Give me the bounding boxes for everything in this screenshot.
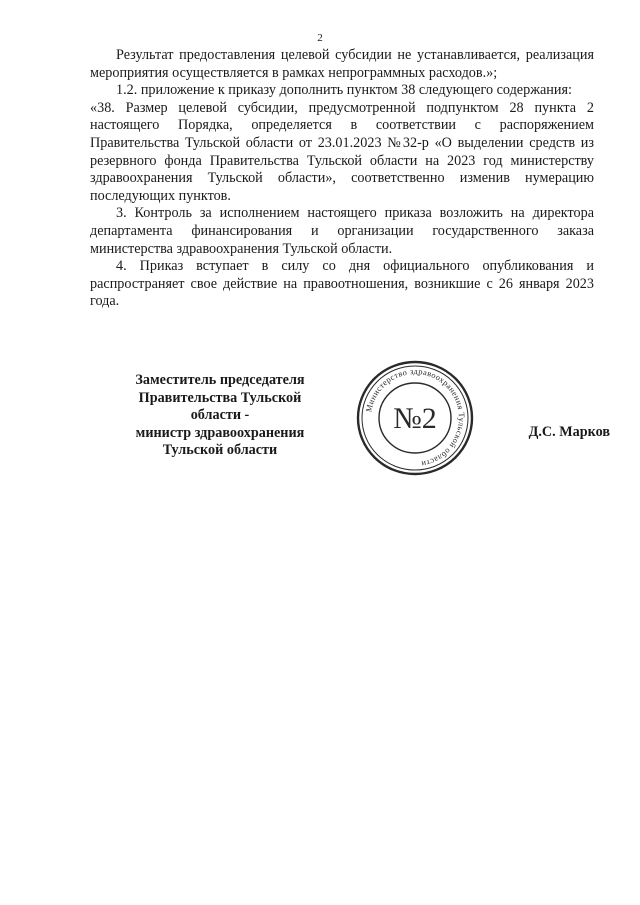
- signatory-title-line: Тульской области: [162, 442, 278, 458]
- signatory-title-line: Правительства Тульской области -: [138, 389, 302, 423]
- signatory-title-line: Заместитель председателя: [135, 372, 305, 388]
- signatory-title: [120, 372, 320, 460]
- paragraph-item-38: «38. Размер целевой субсидии, предусмотренной подпунктом 28 пункта 2 настоящего Порядка, определяется в соответствии с распоряжением Правительства Тульской области от 23.01.2023 №32-р «О выделении средств из резервного фонда Правительства Тульской области на 2023 год министерству здравоохранения Тульской области», соответственно изменив нумерацию последующих пунктов.: [90, 99, 594, 204]
- stamp-number: №2: [393, 402, 437, 435]
- document-body: [90, 47, 594, 311]
- official-stamp: [355, 358, 475, 478]
- signatory-title-line: министр здравоохранения: [135, 424, 305, 441]
- paragraph-3-control: 3. Контроль за исполнением настоящего приказа возложить на директора департамента финансирования и организации государственного заказа министерства здравоохранения Тульской области.: [90, 205, 594, 257]
- paragraph-result: Результат предоставления целевой субсидии не устанавливается, реализация мероприятия осуществляется в рамках непрограммных расходов.»;: [90, 47, 594, 81]
- paragraph-1-2: 1.2. приложение к приказу дополнить пунктом 38 следующего содержания:: [116, 82, 572, 99]
- paragraph-4-effective: 4. Приказ вступает в силу со дня официального опубликования и распространяет свое действие на правоотношения, возникшие с 26 января 2023 года.: [90, 258, 594, 310]
- signatory-name: Д.С. Марков: [528, 424, 610, 440]
- page-number: 2: [317, 32, 323, 44]
- stamp-ring-text: Министерство здравоохранения Тульской области: [364, 366, 467, 469]
- signature-block: [90, 372, 610, 472]
